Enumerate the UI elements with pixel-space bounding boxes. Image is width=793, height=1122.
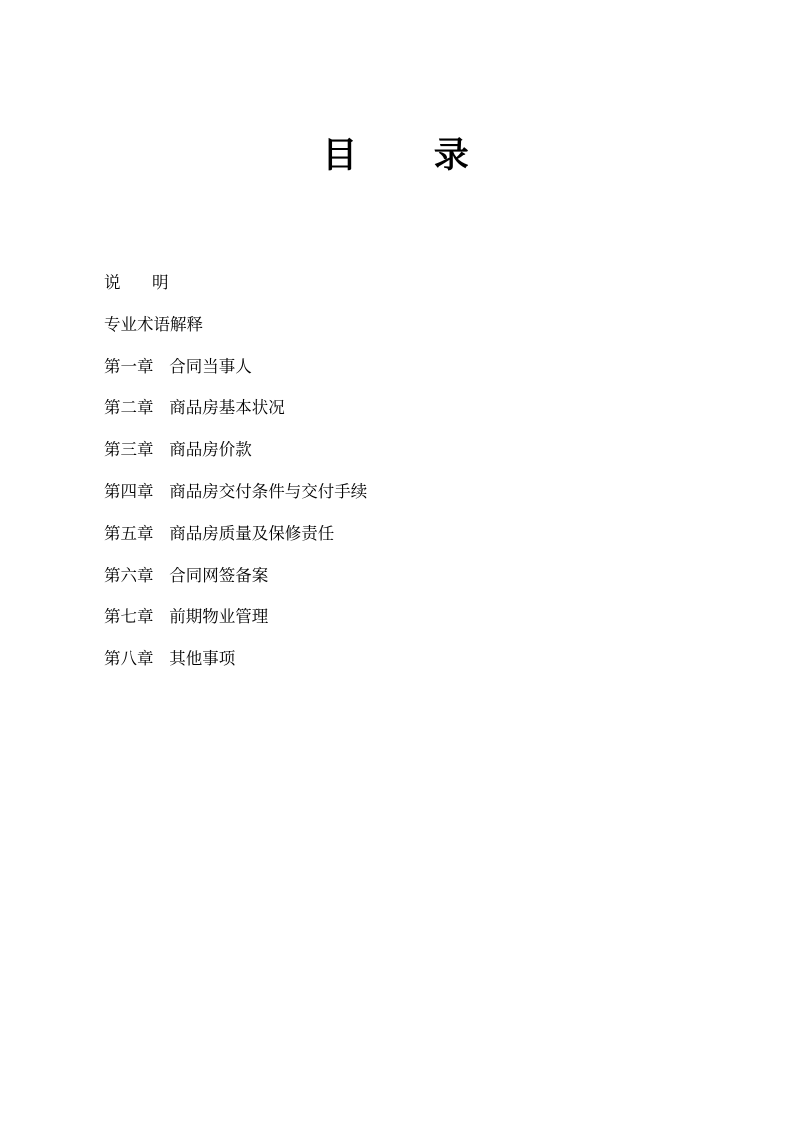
toc-entry-label: 第一章 合同当事人 [104, 356, 252, 376]
toc-entry-label: 第六章 合同网签备案 [104, 565, 269, 585]
list-item[interactable] [104, 346, 704, 388]
toc-entry-label: 说 明 [104, 273, 169, 292]
list-item[interactable] [104, 262, 704, 304]
list-item[interactable] [104, 429, 704, 471]
toc-entry-label: 专业术语解释 [104, 314, 203, 334]
toc-entry-label: 第二章 商品房基本状况 [104, 398, 285, 418]
list-item[interactable] [104, 638, 704, 680]
page-title-char-2: 录 [433, 135, 471, 176]
toc-entry-label: 第八章 其他事项 [104, 649, 236, 669]
toc-entry-label: 第五章 商品房质量及保修责任 [104, 523, 335, 543]
page-title [0, 128, 793, 178]
list-item[interactable] [104, 471, 704, 513]
list-item[interactable] [104, 596, 704, 638]
toc-entry-label: 第四章 商品房交付条件与交付手续 [104, 481, 368, 501]
page-title-char-1: 目 [322, 135, 360, 176]
toc-entry-label: 第七章 前期物业管理 [104, 607, 269, 627]
list-item[interactable] [104, 555, 704, 597]
table-of-contents [104, 262, 704, 680]
toc-entry-label: 第三章 商品房价款 [104, 440, 252, 460]
list-item[interactable] [104, 513, 704, 555]
list-item[interactable] [104, 304, 704, 346]
list-item[interactable] [104, 387, 704, 429]
